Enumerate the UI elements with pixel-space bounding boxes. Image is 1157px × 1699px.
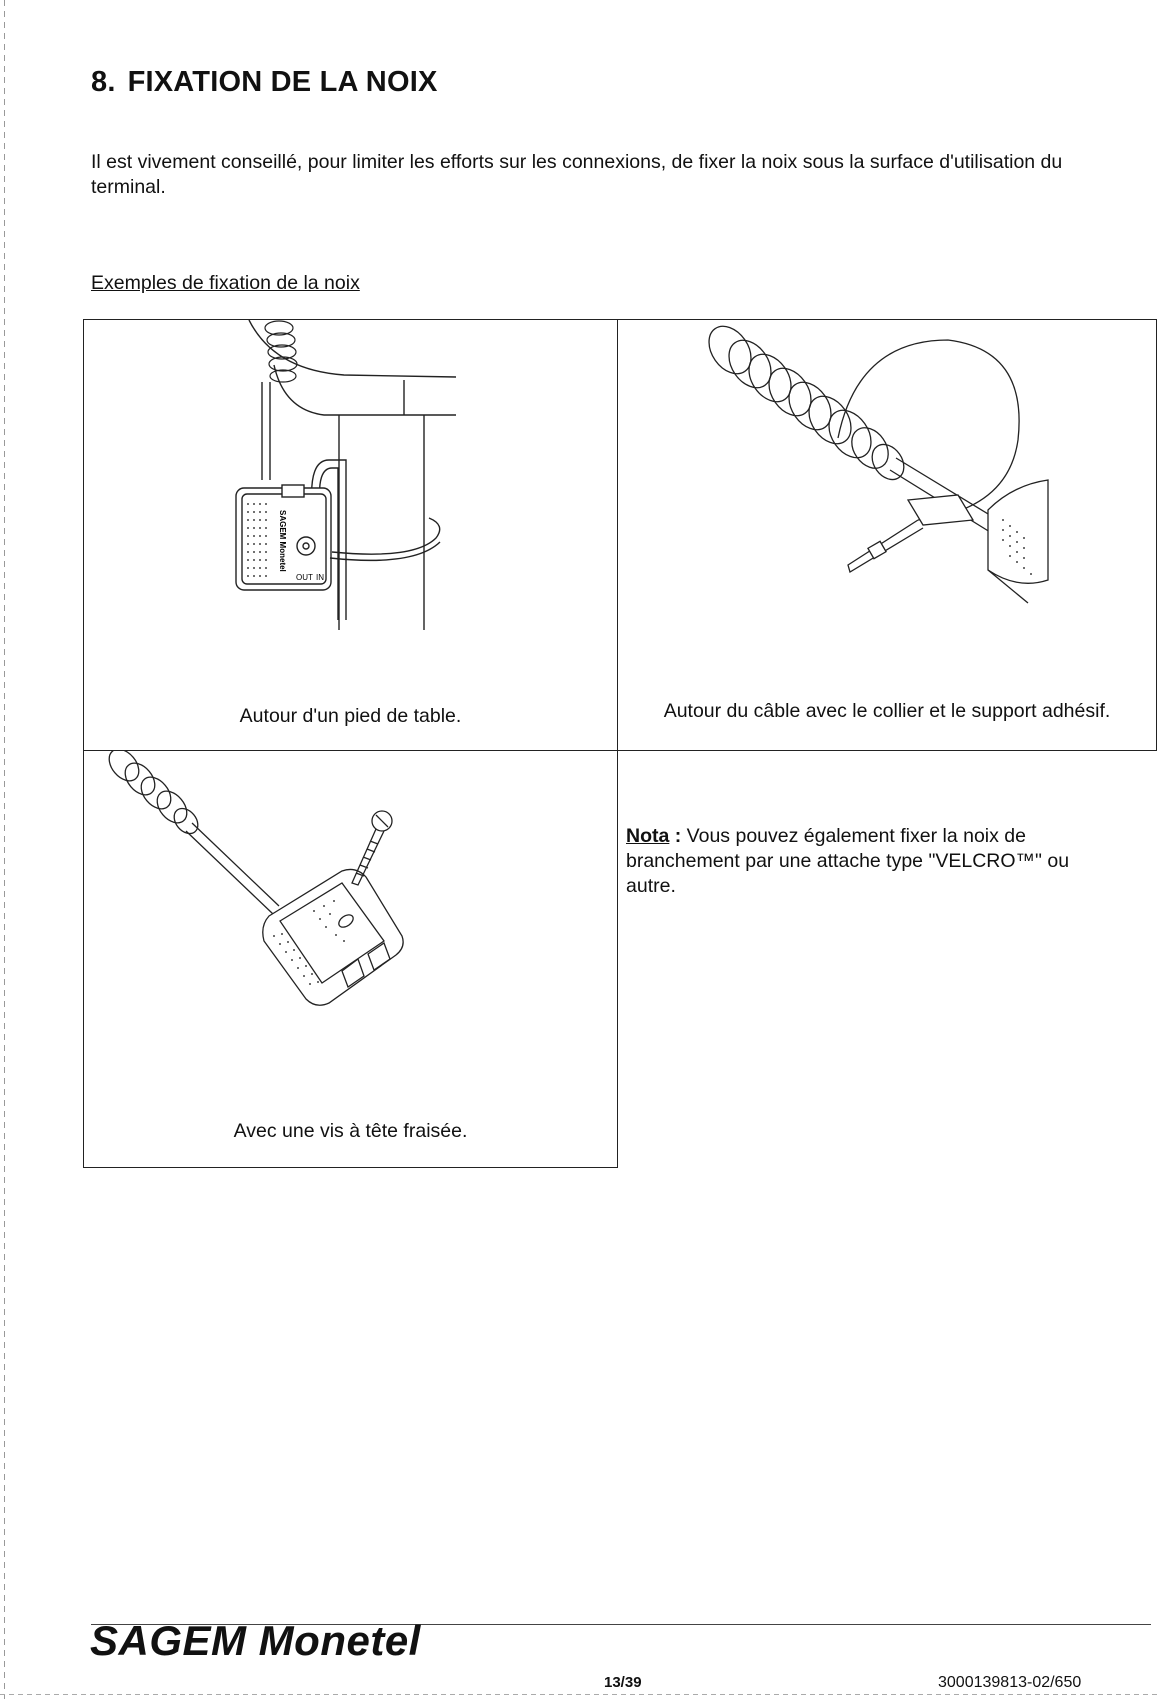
footer-brand-logo: SAGEM Monetel (90, 1617, 421, 1664)
note-cell (617, 750, 1157, 1168)
section-number: 8. (91, 66, 116, 98)
note-separator: : (669, 825, 682, 847)
caption-table-leg: Autour d'un pied de table. (239, 705, 462, 727)
scan-margin-line (4, 0, 5, 1699)
example-cell-table-leg (83, 319, 618, 751)
device-out-label: OUT (296, 573, 313, 582)
intro-paragraph: Il est vivement conseillé, pour limiter les efforts sur les connexions, de fixer la noix sous la surface d'utilisation du terminal. (91, 151, 1063, 198)
examples-table (83, 319, 1157, 1168)
section-heading (91, 66, 438, 99)
screw-mount-illustration (84, 751, 618, 1111)
note-label: Nota (626, 825, 670, 847)
scan-bottom-line (0, 1694, 1157, 1695)
example-cell-cable-tie (617, 319, 1157, 751)
table-leg-illustration (84, 320, 618, 700)
device-in-label: IN (316, 573, 324, 582)
device-brand-label: SAGEM Monetel (278, 510, 287, 572)
document-reference: 3000139813-02/650 (938, 1674, 1082, 1691)
cable-tie-illustration (618, 320, 1157, 690)
caption-screw: Avec une vis à tête fraisée. (233, 1120, 468, 1142)
caption-cable-tie: Autour du câble avec le collier et le support adhésif. (663, 700, 1111, 722)
note-text: Vous pouvez également fixer la noix de branchement par une attache type "VELCRO™" ou autre. (626, 825, 1070, 897)
page-number: 13/39 (604, 1674, 642, 1691)
note-paragraph (626, 824, 1096, 899)
example-cell-screw (83, 750, 618, 1168)
section-title: FIXATION DE LA NOIX (127, 66, 438, 98)
examples-subheading: Exemples de fixation de la noix (91, 272, 360, 294)
